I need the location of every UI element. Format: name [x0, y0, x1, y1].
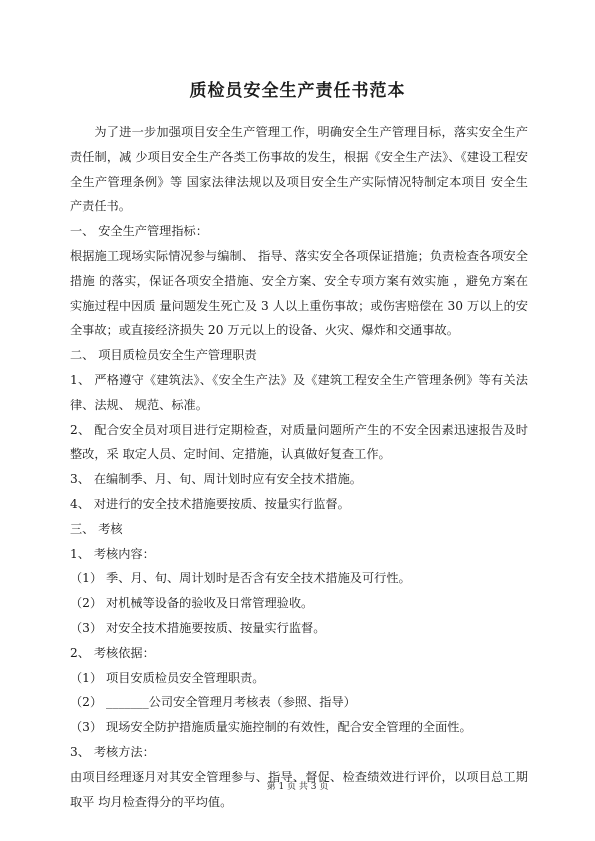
intro-paragraph: 为了进一步加强项目安全生产管理工作，明确安全生产管理目标，落实安全生产责任制，减 少项目安全生产各类工伤事故的发生，根据《安全生产法》、《建设工程安全生产管理条例》等 国家法律法规以及项目安全生产实际情况特制定本项目 安全生产责任书。	[70, 125, 528, 214]
section-heading-1: 一、 安全生产管理指标：	[70, 224, 208, 239]
section-1-paragraph: 根据施工现场实际情况参与编制、 指导、落实安全各项保证措施；负责检查各项安全措施 的落实，保证各项安全措施、安全方案、安全专项方案有效实施 ，避免方案在实施过程中因质 量问题发生死亡及 3 人以上重伤事故；或伤害赔偿在 30 万以上的安全事故；或直接经济损失 20 万元以上的设备、火灾、爆炸和交通事故。	[70, 248, 528, 338]
assessment-content-item-2: （2） 对机械等设备的验收及日常管理验收。	[70, 596, 314, 611]
assessment-method-paragraph: 由项目经理逐月对其安全管理参与、指导、督促、检查绩效进行评价，以项目总工期取平 均月检查得分的平均值。	[70, 769, 528, 809]
assessment-content-heading: 1、 考核内容：	[70, 546, 155, 561]
assessment-basis-item-3: （3） 现场安全防护措施质量实施控制的有效性，配合安全管理的全面性。	[70, 720, 472, 735]
duty-item-3: 3、 在编制季、月、旬、周计划时应有安全技术措施。	[70, 472, 362, 487]
section-heading-3: 三、 考核	[70, 521, 123, 536]
assessment-basis-item-1: （1） 项目安质检员安全管理职责。	[70, 670, 265, 685]
duty-item-2: 2、 配合安全员对项目进行定期检查，对质量问题所产生的不安全因素迅速报告及时整改，采 取定人员、定时间、定措施，认真做好复查工作。	[70, 422, 528, 462]
assessment-basis-heading: 2、 考核依据：	[70, 645, 155, 660]
duty-item-1: 1、 严格遵守《建筑法》、《安全生产法》及《建筑工程安全生产管理条例》等有关法律、法规、 规范、标准。	[70, 372, 528, 412]
assessment-basis-item-2: （2） _______公司安全管理月考核表（参照、指导）	[70, 695, 356, 710]
duty-item-4: 4、 对进行的安全技术措施要按质、按量实行监督。	[70, 496, 350, 511]
document-title: 质检员安全生产责任书范本	[189, 81, 406, 101]
section-heading-2: 二、 项目质检员安全生产管理职责	[70, 348, 257, 363]
assessment-method-heading: 3、 考核方法：	[70, 744, 155, 759]
page-footer: 第 1 页 共 3 页	[266, 782, 329, 792]
assessment-content-item-3: （3） 对安全技术措施要按质、按量实行监督。	[70, 620, 326, 635]
document-body	[70, 120, 528, 814]
assessment-content-item-1: （1） 季、月、旬、周计划时是否含有安全技术措施及可行性。	[70, 571, 411, 586]
